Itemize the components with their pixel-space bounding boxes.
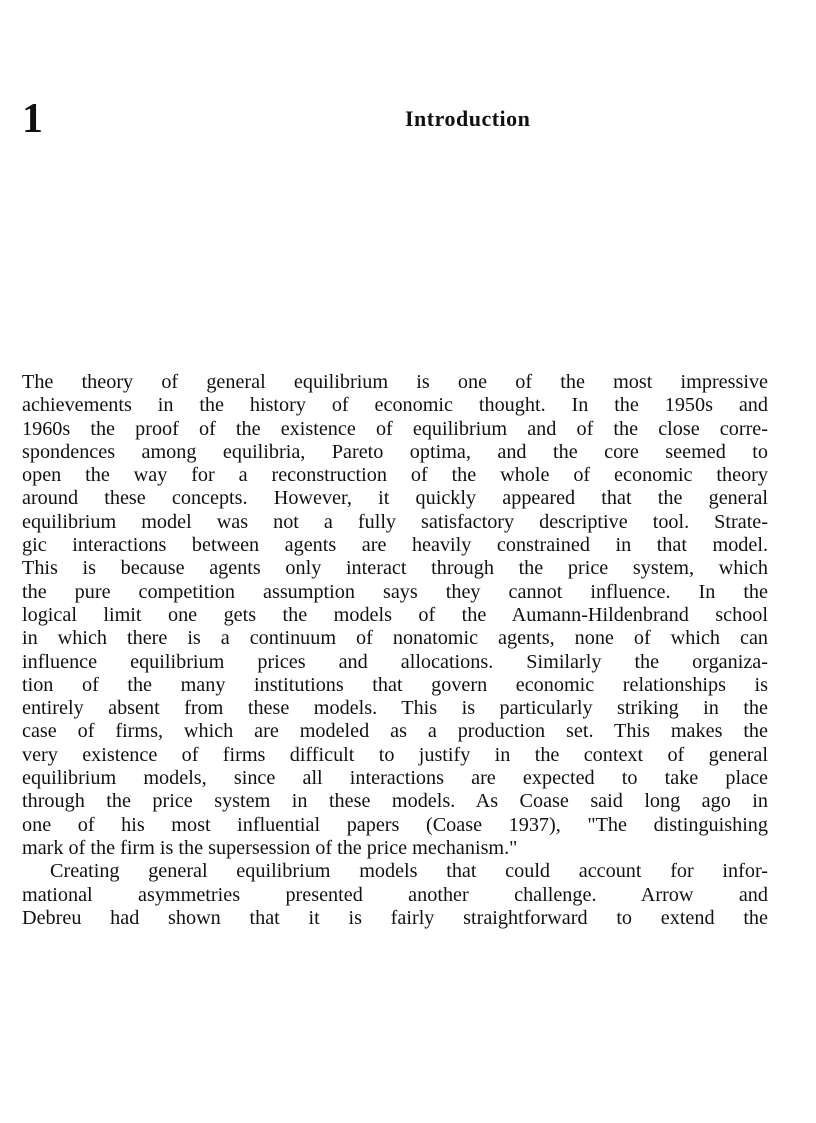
text-line: mational asymmetries presented another challenge. Arrow and	[22, 883, 768, 906]
text-line: equilibrium model was not a fully satisfactory descriptive tool. Strate-	[22, 510, 768, 533]
text-line: very existence of firms difficult to justify in the context of general	[22, 743, 768, 766]
chapter-title: Introduction	[405, 106, 531, 131]
body-text	[22, 371, 768, 930]
text-line: mark of the firm is the supersession of the price mechanism."	[22, 836, 518, 859]
text-line: achievements in the history of economic thought. In the 1950s and	[22, 394, 768, 417]
text-line: Debreu had shown that it is fairly straightforward to extend the	[22, 906, 768, 929]
text-line: in which there is a continuum of nonatomic agents, none of which can	[22, 627, 768, 650]
text-line: logical limit one gets the models of the Aumann-Hildenbrand school	[22, 603, 768, 626]
text-line: tion of the many institutions that govern economic relationships is	[22, 673, 768, 696]
text-line: gic interactions between agents are heavily constrained in that model.	[22, 534, 768, 557]
chapter-number: 1	[22, 96, 43, 142]
text-line: open the way for a reconstruction of the whole of economic theory	[22, 464, 768, 487]
text-line: through the price system in these models. As Coase said long ago in	[22, 790, 768, 813]
text-line: influence equilibrium prices and allocations. Similarly the organiza-	[22, 650, 768, 673]
text-line: This is because agents only interact through the price system, which	[22, 557, 768, 580]
text-line: one of his most influential papers (Coase 1937), "The distinguishing	[22, 813, 768, 836]
text-line: around these concepts. However, it quickly appeared that the general	[22, 487, 768, 510]
text-line: Creating general equilibrium models that could account for infor-	[50, 860, 768, 883]
text-line: case of firms, which are modeled as a production set. This makes the	[22, 720, 768, 743]
text-line: equilibrium models, since all interactions are expected to take place	[22, 767, 768, 790]
paragraph-1	[22, 371, 768, 860]
paragraph-2	[22, 860, 768, 930]
text-line: entirely absent from these models. This is particularly striking in the	[22, 697, 768, 720]
text-line: the pure competition assumption says they cannot influence. In the	[22, 580, 768, 603]
text-line: The theory of general equilibrium is one of the most impressive	[22, 371, 768, 393]
text-line: 1960s the proof of the existence of equilibrium and of the close corre-	[22, 417, 768, 440]
text-line: spondences among equilibria, Pareto optima, and the core seemed to	[22, 440, 768, 463]
